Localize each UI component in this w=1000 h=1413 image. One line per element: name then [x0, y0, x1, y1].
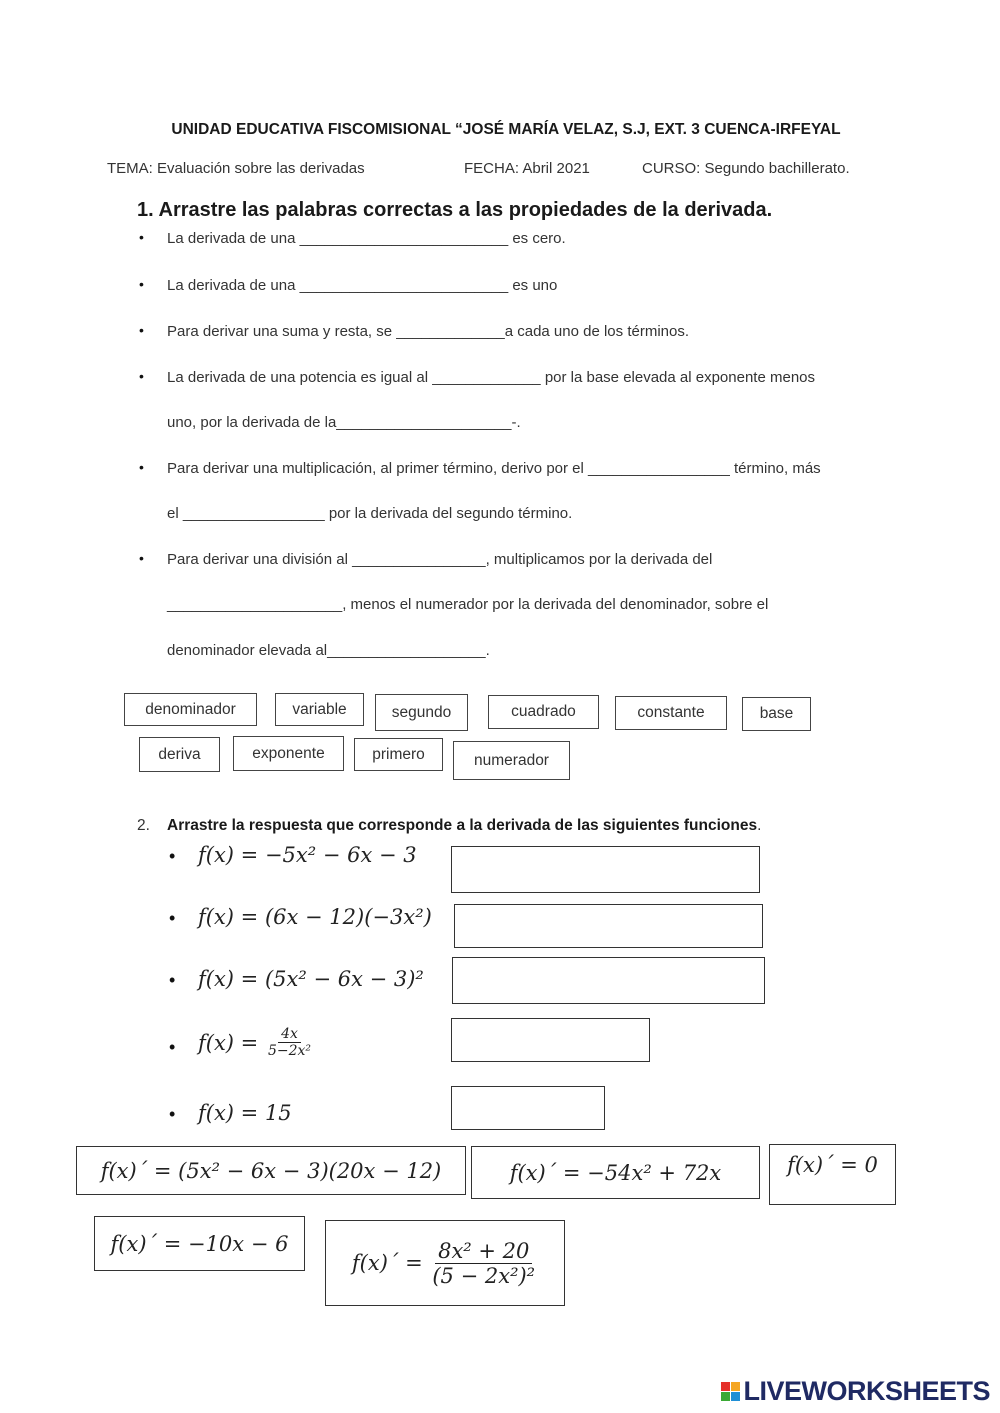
drop-box-1[interactable] — [451, 846, 760, 893]
bullet-icon: • — [169, 1037, 176, 1057]
bullet-icon: • — [139, 368, 144, 384]
drop-box-3[interactable] — [452, 957, 765, 1004]
school-title: UNIDAD EDUCATIVA FISCOMISIONAL “JOSÉ MARÍA VELAZ, S.J, EXT. 3 CUENCA-IRFEYAL — [171, 121, 841, 138]
question-2-title: Arrastre la respuesta que corresponde a la derivada de las siguientes funciones — [167, 817, 758, 834]
liveworksheets-logo — [721, 1376, 990, 1407]
q1-line-6b: _____________________, menos el numerador por la derivada del denominador, sobre el — [167, 596, 769, 613]
bullet-icon: • — [139, 459, 144, 475]
word-base[interactable]: base — [742, 697, 811, 731]
q1-line-2: La derivada de una _________________________ es uno — [167, 277, 558, 294]
answer-tile-5[interactable] — [325, 1220, 565, 1306]
drop-box-2[interactable] — [454, 904, 763, 948]
bullet-icon: • — [169, 1104, 176, 1124]
curso-label: CURSO: Segundo bachillerato. — [642, 160, 850, 177]
drop-box-4[interactable] — [451, 1018, 650, 1062]
answer-tile-2[interactable]: f(x)´ = −54x² + 72x — [471, 1146, 760, 1199]
bullet-icon: • — [139, 550, 144, 566]
q1-line-1: La derivada de una _________________________ es cero. — [167, 230, 566, 247]
function-4-fraction — [265, 1026, 314, 1059]
bullet-icon: • — [139, 322, 144, 338]
answer-5-lhs: f(x)´ = — [351, 1251, 423, 1275]
question-1-title: 1. Arrastre las palabras correctas a las propiedades de la derivada. — [137, 199, 773, 221]
logo-mark-icon — [721, 1382, 740, 1401]
q1-line-4b: uno, por la derivada de la_____________________-. — [167, 414, 521, 431]
q1-line-6: Para derivar una división al ________________, multiplicamos por la derivada del — [167, 551, 713, 568]
q1-line-3: Para derivar una suma y resta, se _____________a cada uno de los términos. — [167, 323, 689, 340]
word-segundo[interactable]: segundo — [375, 694, 468, 731]
word-numerador[interactable]: numerador — [453, 741, 570, 780]
function-4-denominator: 5−2x² — [267, 1043, 312, 1059]
bullet-icon: • — [139, 276, 144, 292]
function-4-numerator: 4x — [278, 1026, 301, 1043]
logo-text: LIVEWORKSHEETS — [743, 1376, 990, 1406]
word-cuadrado[interactable]: cuadrado — [488, 695, 599, 729]
bullet-icon: • — [139, 229, 144, 245]
question-2-period: . — [757, 817, 762, 834]
word-deriva[interactable]: deriva — [139, 737, 220, 772]
bullet-icon: • — [169, 846, 176, 866]
word-primero[interactable]: primero — [354, 738, 443, 771]
answer-tile-3[interactable]: f(x)´ = 0 — [769, 1144, 896, 1205]
word-variable[interactable]: variable — [275, 693, 364, 726]
drop-box-5[interactable] — [451, 1086, 605, 1130]
fecha-label: FECHA: Abril 2021 — [464, 160, 590, 177]
q1-line-6c: denominador elevada al___________________. — [167, 642, 490, 659]
function-4 — [198, 1026, 314, 1059]
answer-5-numerator: 8x² + 20 — [435, 1239, 532, 1264]
answer-5-denominator: (5 − 2x²)² — [432, 1263, 536, 1288]
function-3: f(x) = (5x² − 6x − 3)² — [198, 967, 424, 991]
word-constante[interactable]: constante — [615, 696, 727, 730]
function-1: f(x) = −5x² − 6x − 3 — [198, 843, 417, 867]
answer-tile-4[interactable]: f(x)´ = −10x − 6 — [94, 1216, 305, 1271]
answer-5-fraction — [429, 1239, 538, 1288]
word-denominador[interactable]: denominador — [124, 693, 257, 726]
question-2-number: 2. — [137, 817, 150, 834]
q1-line-5: Para derivar una multiplicación, al primer término, derivo por el _________________ término, más — [167, 460, 821, 477]
function-2: f(x) = (6x − 12)(−3x²) — [198, 905, 432, 929]
answer-tile-1[interactable]: f(x)´ = (5x² − 6x − 3)(20x − 12) — [76, 1146, 466, 1195]
q1-line-4: La derivada de una potencia es igual al _____________ por la base elevada al exponente menos — [167, 369, 816, 386]
q1-line-5b: el _________________ por la derivada del segundo término. — [167, 505, 573, 522]
tema-label: TEMA: Evaluación sobre las derivadas — [107, 160, 365, 177]
bullet-icon: • — [169, 908, 176, 928]
bullet-icon: • — [169, 970, 176, 990]
question-2-title-wrap — [167, 817, 761, 835]
function-4-lhs: f(x) = — [198, 1030, 259, 1055]
function-5: f(x) = 15 — [198, 1101, 292, 1125]
word-exponente[interactable]: exponente — [233, 736, 344, 771]
